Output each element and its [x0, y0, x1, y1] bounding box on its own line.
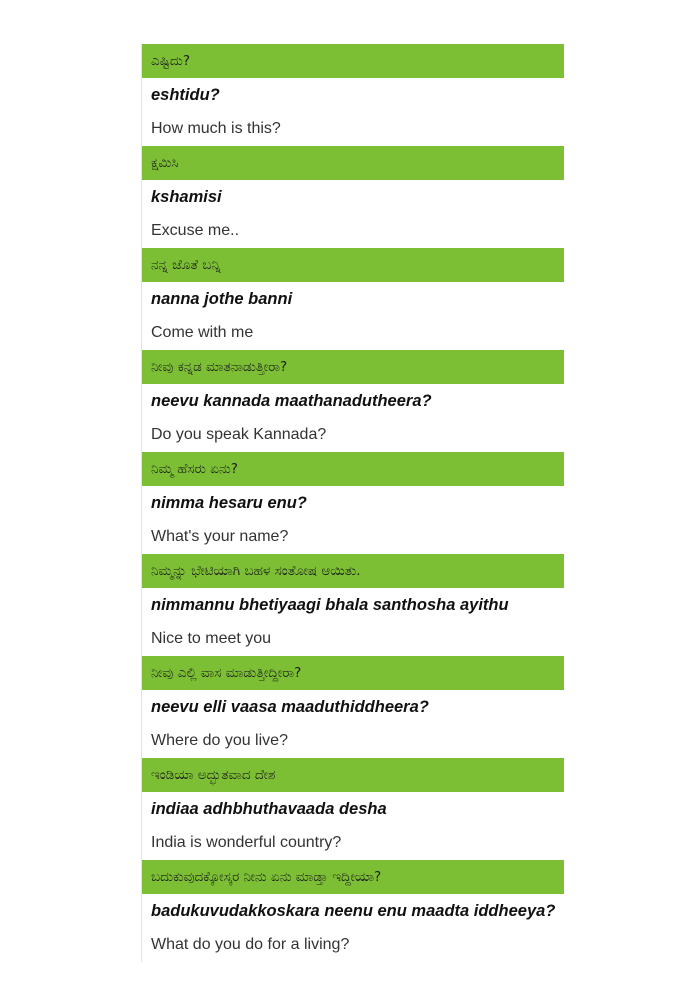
- kannada-phrase: ಬದುಕುವುದಕ್ಕೋಸ್ಕರ ನೀನು ಏನು ಮಾಡ್ತಾ ಇದ್ದೀಯಾ?: [142, 860, 564, 894]
- transliteration: indiaa adhbhuthavaada desha: [151, 800, 387, 818]
- english-translation: Nice to meet you: [151, 630, 272, 647]
- english-translation: Where do you live?: [151, 732, 288, 749]
- phrase-block: [142, 350, 564, 452]
- english-translation: What do you do for a living?: [151, 936, 350, 953]
- transliteration: nanna jothe banni: [151, 290, 293, 308]
- kannada-phrase: ಕ್ಷಮಿಸಿ: [142, 146, 564, 180]
- transliteration: kshamisi: [151, 188, 222, 206]
- transliteration: nimmannu bhetiyaagi bhala santhosha ayithu: [151, 596, 509, 614]
- kannada-phrase: ಇಂಡಿಯಾ ಅದ್ಭುತವಾದ ದೇಶ: [142, 758, 564, 792]
- phrase-block: [142, 44, 564, 146]
- english-translation: India is wonderful country?: [151, 834, 342, 851]
- kannada-phrase: ನಿಮ್ಮನ್ನು ಭೇಟಿಯಾಗಿ ಬಹಳ ಸಂತೋಷ ಆಯಿತು.: [142, 554, 564, 588]
- transliteration: badukuvudakkoskara neenu enu maadta iddheeya?: [151, 902, 556, 920]
- english-translation: What's your name?: [151, 528, 289, 545]
- transliteration: eshtidu?: [151, 86, 220, 104]
- english-translation: How much is this?: [151, 120, 281, 137]
- kannada-phrase: ಎಷ್ಟಿದು?: [142, 44, 564, 78]
- transliteration: neevu elli vaasa maaduthiddheera?: [151, 698, 429, 716]
- phrase-block: [142, 860, 564, 962]
- english-translation: Excuse me..: [151, 222, 240, 239]
- english-translation: Come with me: [151, 324, 254, 341]
- phrase-block: [142, 758, 564, 860]
- english-translation: Do you speak Kannada?: [151, 426, 327, 443]
- phrase-block: [142, 452, 564, 554]
- kannada-phrase: ನಿಮ್ಮ ಹೆಸರು ಏನು?: [142, 452, 564, 486]
- phrase-table: [141, 44, 564, 962]
- phrase-block: [142, 146, 564, 248]
- kannada-phrase: ನನ್ನ ಜೊತೆ ಬನ್ನಿ: [142, 248, 564, 282]
- transliteration: nimma hesaru enu?: [151, 494, 307, 512]
- phrase-block: [142, 656, 564, 758]
- kannada-phrase: ನೀವು ಕನ್ನಡ ಮಾತನಾಡುತ್ತೀರಾ?: [142, 350, 564, 384]
- phrase-block: [142, 248, 564, 350]
- phrase-block: [142, 554, 564, 656]
- kannada-phrase: ನೀವು ಎಲ್ಲಿ ವಾಸ ಮಾಡುತ್ತೀದ್ದೀರಾ?: [142, 656, 564, 690]
- transliteration: neevu kannada maathanadutheera?: [151, 392, 432, 410]
